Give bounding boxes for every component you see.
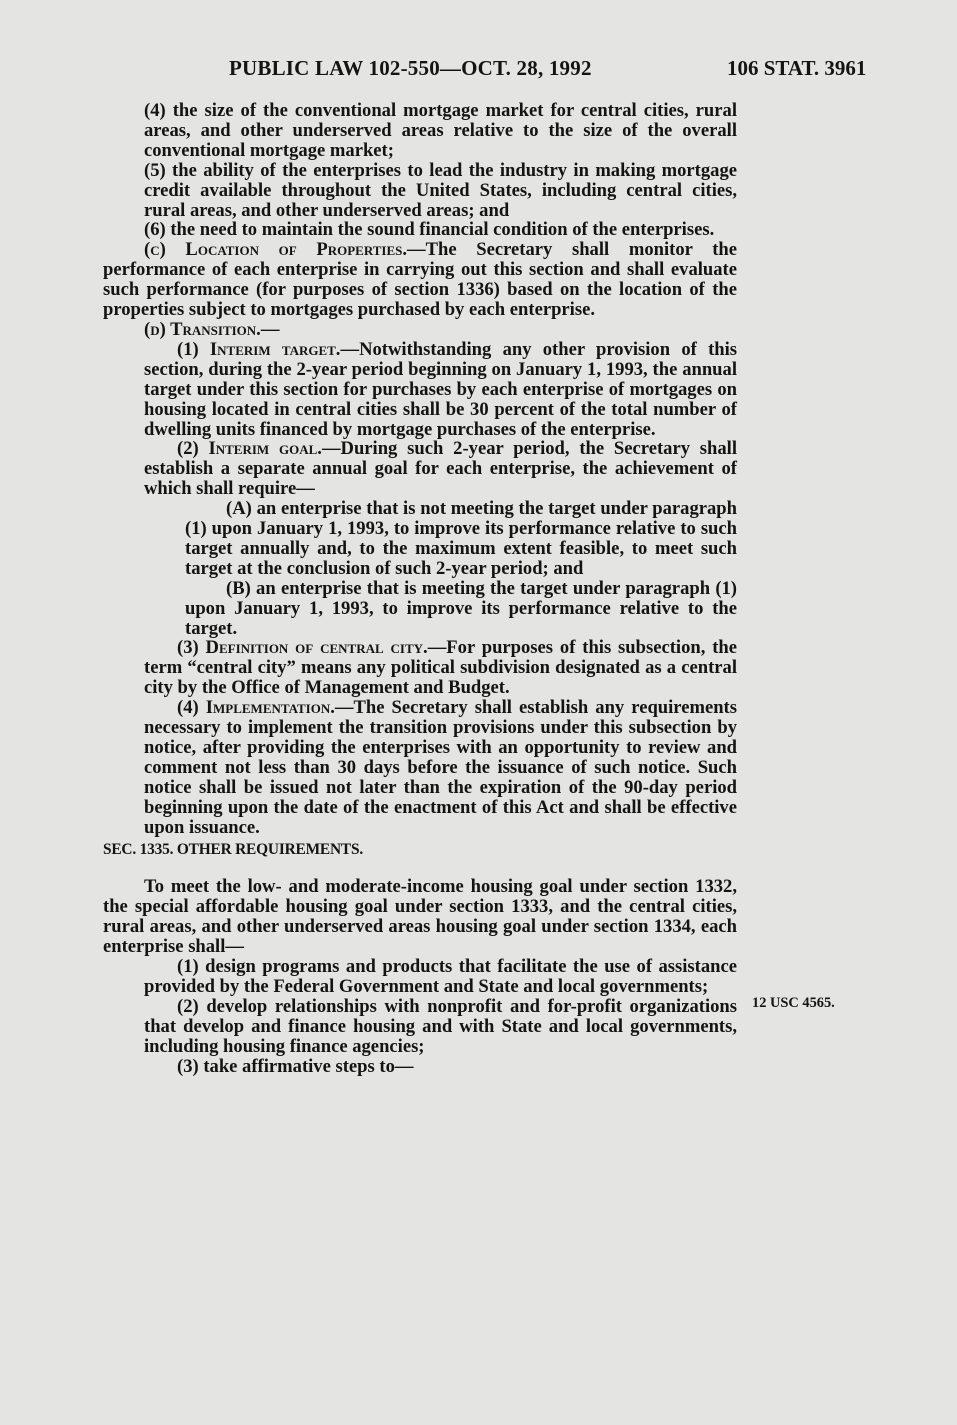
- document-body: [103, 101, 737, 1077]
- paragraph-d2-heading: (2) Interim goal.: [177, 438, 322, 460]
- paragraph-d2-text: —During such 2-year period, the Secretary shall establish a separate annual goal for each enterprise, the achievement of which shall require—: [144, 438, 738, 500]
- subsection-d: [103, 320, 737, 340]
- paragraph-d3: [103, 638, 737, 698]
- requirement-2: (2) develop relationships with nonprofit and for-profit organizations that develop and finance housing and with State and local governments, including housing finance agencies;: [144, 995, 737, 1057]
- requirement-3: (3) take affirmative steps to—: [177, 1055, 414, 1077]
- paragraph-d2: [103, 439, 737, 499]
- paragraph-6: (6) the need to maintain the sound financial condition of the enterprises.: [144, 219, 715, 241]
- subsection-c-heading: (c) Location of Properties.: [144, 239, 408, 261]
- paragraph-4: (4) the size of the conventional mortgage market for central cities, rural areas, and other underserved areas relative to the size of the overall conventional mortgage market;: [144, 100, 737, 161]
- requirement-1: (1) design programs and products that facilitate the use of assistance provided by the Federal Government and State and local governments;: [144, 956, 737, 997]
- paragraph-5: (5) the ability of the enterprises to lead the industry in making mortgage credit available throughout the United States, including central cities, rural areas, and other underserved areas; and: [144, 159, 737, 221]
- subsection-d-heading: (d) Transition.: [144, 318, 261, 340]
- margin-note-usc-citation: 12 USC 4565.: [752, 995, 835, 1011]
- stat-page-number: 106 STAT. 3961: [727, 56, 867, 80]
- subsection-c-text: —The Secretary shall monitor the performance of each enterprise in carrying out this section and shall evaluate such performance (for purposes of section 1336) based on the location of the properties subject to mortgages purchased by each enterprise.: [103, 239, 737, 321]
- section-1335-intro: To meet the low- and moderate-income housing goal under section 1332, the special affordable housing goal under section 1333, and the central cities, rural areas, and other underserved areas housing goal under section 1334, each enterprise shall—: [103, 876, 737, 958]
- paragraph-d1: [103, 340, 737, 440]
- paragraph-d1-heading: (1) Interim target.: [177, 338, 341, 360]
- paragraph-d3-text: —For purposes of this subsection, the term “central city” means any political subdivision designated as a central city by the Office of Management and Budget.: [144, 637, 738, 699]
- page-header: [0, 56, 957, 86]
- subparagraph-B: (B) an enterprise that is meeting the target under paragraph (1) upon January 1, 1993, to improve its performance relative to the target.: [185, 577, 737, 639]
- section-1335-heading: SEC. 1335. OTHER REQUIREMENTS.: [103, 840, 363, 858]
- paragraph-d4: [103, 698, 737, 837]
- paragraph-d3-heading: (3) Definition of central city.: [177, 637, 428, 659]
- paragraph-d4-heading: (4) Implementation.: [177, 697, 335, 719]
- subparagraph-A: (A) an enterprise that is not meeting the target under paragraph (1) upon January 1, 1993, to improve its performance relative to such target annually and, to the maximum extent feasible, to meet such target at the conclusion of such 2-year period; and: [185, 498, 737, 579]
- running-title: PUBLIC LAW 102-550—OCT. 28, 1992: [229, 56, 592, 80]
- paragraph-d1-text: —Notwithstanding any other provision of this section, during the 2-year period beginning on January 1, 1993, the annual target under this section for purchases by each enterprise of mortgages on housing located in central cities shall be 30 percent of the total number of dwelling units financed by mortgage purchases of the enterprise.: [144, 338, 737, 440]
- subsection-d-dash: —: [260, 318, 280, 340]
- paragraph-d4-text: —The Secretary shall establish any requirements necessary to implement the transition provisions under this subsection by notice, after providing the enterprises with an opportunity to review and comment not less than 30 days before the issuance of such notice. Such notice shall be issued not later than the expiration of the 90-day period beginning upon the date of the enactment of this Act and shall be effective upon issuance.: [144, 697, 737, 838]
- subsection-c: [103, 240, 737, 320]
